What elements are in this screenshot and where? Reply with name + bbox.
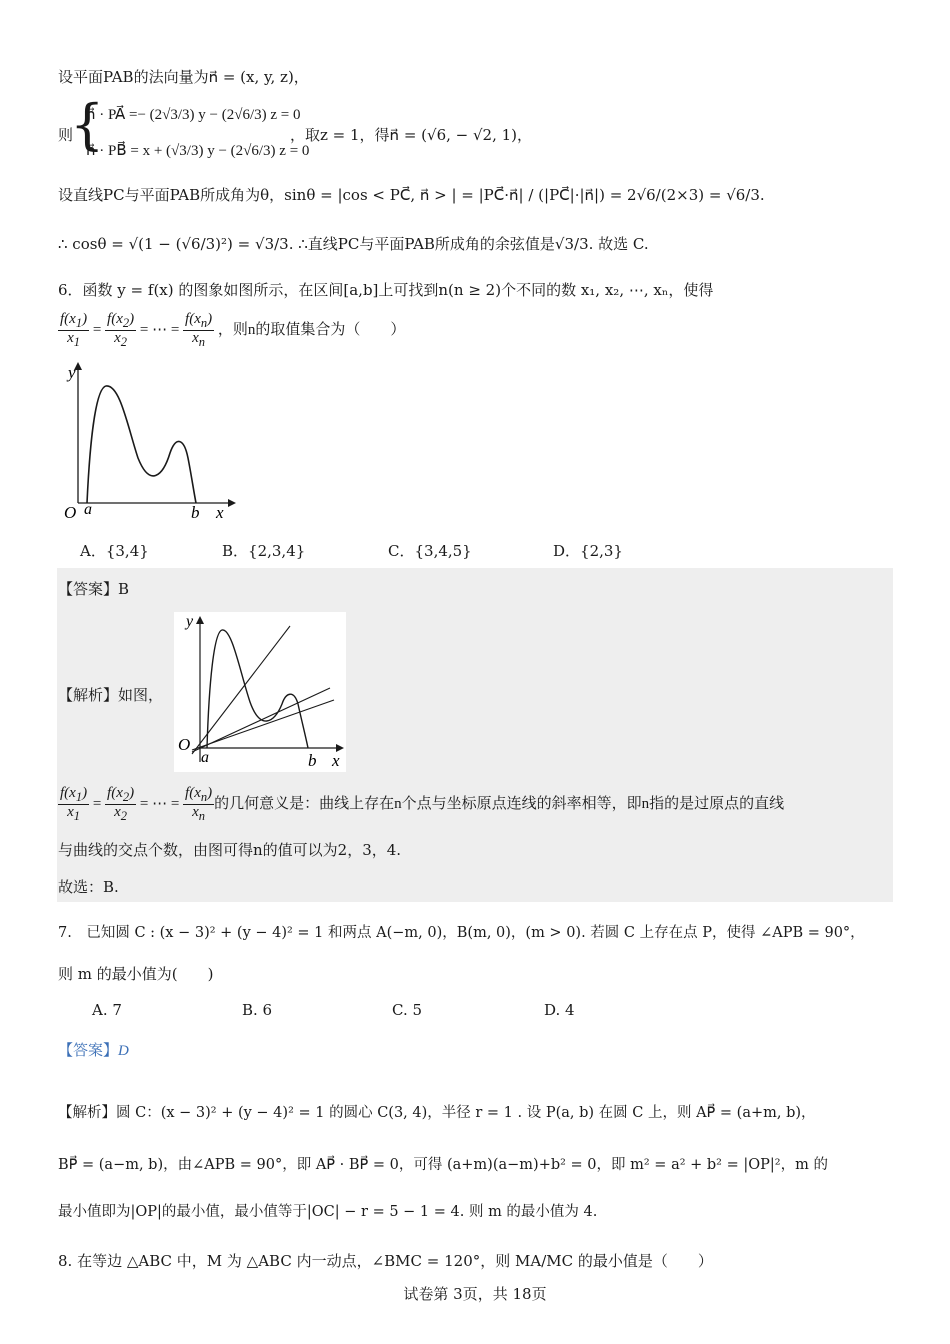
q6-line-steep (192, 626, 290, 754)
q7-stem: 7. 已知圆 C : (x − 3)² + (y − 4)² = 1 和两点 A(−m, 0)，B(m, 0)，(m > 0). 若圆 C 上存在点 P，使得 ∠APB = 90°， (58, 925, 865, 941)
q7-analysis-2: BP⃗ = (a−m, b)，由∠APB = 90°，即 AP⃗ · BP⃗ = 0，可得 (a+m)(a−m)+b² = 0，即 m² = a² + b² = |OP|²，m 的 (58, 1157, 828, 1173)
q7-option-a: A. 7 (92, 1001, 122, 1019)
line-normal-vector: 设平面PAB的法向量为n⃗ = (x, y, z)， (58, 68, 309, 86)
q6-option-b: B．{2,3,4} (222, 542, 306, 560)
q6-condition-tail: ，则n的取值集合为（ ） (217, 322, 406, 339)
system-prefix: 则 (58, 126, 74, 144)
q6-analysis-b-label: b (308, 751, 317, 770)
q6-option-d: D．{2,3} (553, 542, 623, 560)
q6-axis-y-label: y (68, 363, 76, 382)
q6-function-graph (58, 358, 238, 524)
system-brace: { (70, 93, 105, 156)
q7-option-d: D. 4 (544, 1001, 575, 1019)
page-footer: 试卷第 3页，共 18页 (403, 1285, 547, 1303)
q6-axis-x-label: x (216, 503, 224, 522)
q6-analysis-prefix: 【解析】如图， (58, 686, 164, 704)
q6-analysis-x-label: x (332, 751, 340, 770)
q6-conclusion: 故选：B. (58, 878, 119, 896)
q7-analysis-3: 最小值即为|OP|的最小值，最小值等于|OC| − r = 5 − 1 = 4. 则 m 的最小值为 4. (58, 1204, 598, 1220)
system-equation-2: n⃗ · PB⃗ = x + (√3/3) y − (2√6/3) z = 0 (86, 143, 310, 159)
q7-stem-2: 则 m 的最小值为( ) (58, 965, 214, 983)
q6-curve (87, 386, 196, 503)
q6-analysis-a-label: a (201, 749, 209, 766)
q7-answer (58, 1039, 129, 1060)
q6-analysis-y-label: y (186, 613, 194, 630)
line-cos-theta: ∴ cosθ = √(1 − (√6/3)²) = √3/3. ∴直线PC与平面PAB所成角的余弦值是√3/3. 故选 C. (58, 235, 649, 253)
system-equation-1: n⃗ · PA⃗ =− (2√3/3) y − (2√6/3) z = 0 (86, 107, 301, 123)
q8-stem: 8. 在等边 △ABC 中，M 为 △ABC 内一动点，∠BMC = 120°，则 MA/MC 的最小值是（ ） (58, 1252, 713, 1270)
q6-option-a: A．{3,4} (80, 542, 149, 560)
q7-option-b: B. 6 (242, 1001, 273, 1019)
q6-stem: 6．函数 y = f(x) 的图象如图所示，在区间[a,b]上可找到n(n ≥ 2)个不同的数 x₁, x₂, ⋯, xₙ，使得 (58, 281, 714, 299)
q6-analysis-origin-label: O (178, 735, 191, 754)
q6-a-label: a (84, 501, 92, 518)
q7-answer-value: D (118, 1043, 129, 1059)
q6-condition: $\frac{f(x_1)}{x_1}$ = $\frac{f(x_2)}{x_2}$ = ⋯ = $\frac{f(x_n)}{x_n}$ ，则n的取值集合为（ ） (60, 311, 406, 350)
q7-option-c: C. 5 (392, 1001, 423, 1019)
q6-b-label: b (191, 503, 200, 522)
q7-analysis-1: 【解析】圆 C：(x − 3)² + (y − 4)² = 1 的圆心 C(3, 4)，半径 r = 1 . 设 P(a, b) 在圆 C 上，则 AP⃗ = (a+m, b)， (58, 1105, 816, 1121)
q6-answer: 【答案】B (58, 580, 130, 598)
q6-origin-label: O (64, 503, 77, 522)
q6-analysis-text-2: 与曲线的交点个数，由图可得n的值可以为2，3，4. (58, 841, 402, 859)
q6-analysis-text: 的几何意义是：曲线上存在n个点与坐标原点连线的斜率相等，即n指的是过原点的直线 (214, 796, 785, 813)
q6-option-c: C．{3,4,5} (388, 542, 472, 560)
q6-line-shallow (192, 700, 334, 750)
system-result: ，取z = 1，得n⃗ = (√6, − √2, 1)， (290, 126, 533, 144)
q6-analysis-graph (174, 612, 346, 772)
q6-analysis-line: $\frac{f(x_1)}{x_1}$ = $\frac{f(x_2)}{x_2}$ = ⋯ = $\frac{f(x_n)}{x_n}$ 的几何意义是：曲线上存在n个点与坐标原点连线的斜率相等，即n指的是过原点的直线 (60, 785, 785, 824)
q7-answer-label: 【答案】 (58, 1041, 119, 1059)
line-sin-theta: 设直线PC与平面PAB所成角为θ，sinθ = |cos < PC⃗, n⃗ > | = |PC⃗·n⃗| / (|PC⃗|·|n⃗|) = 2√6/(2×3) = √6/3. (58, 186, 765, 204)
